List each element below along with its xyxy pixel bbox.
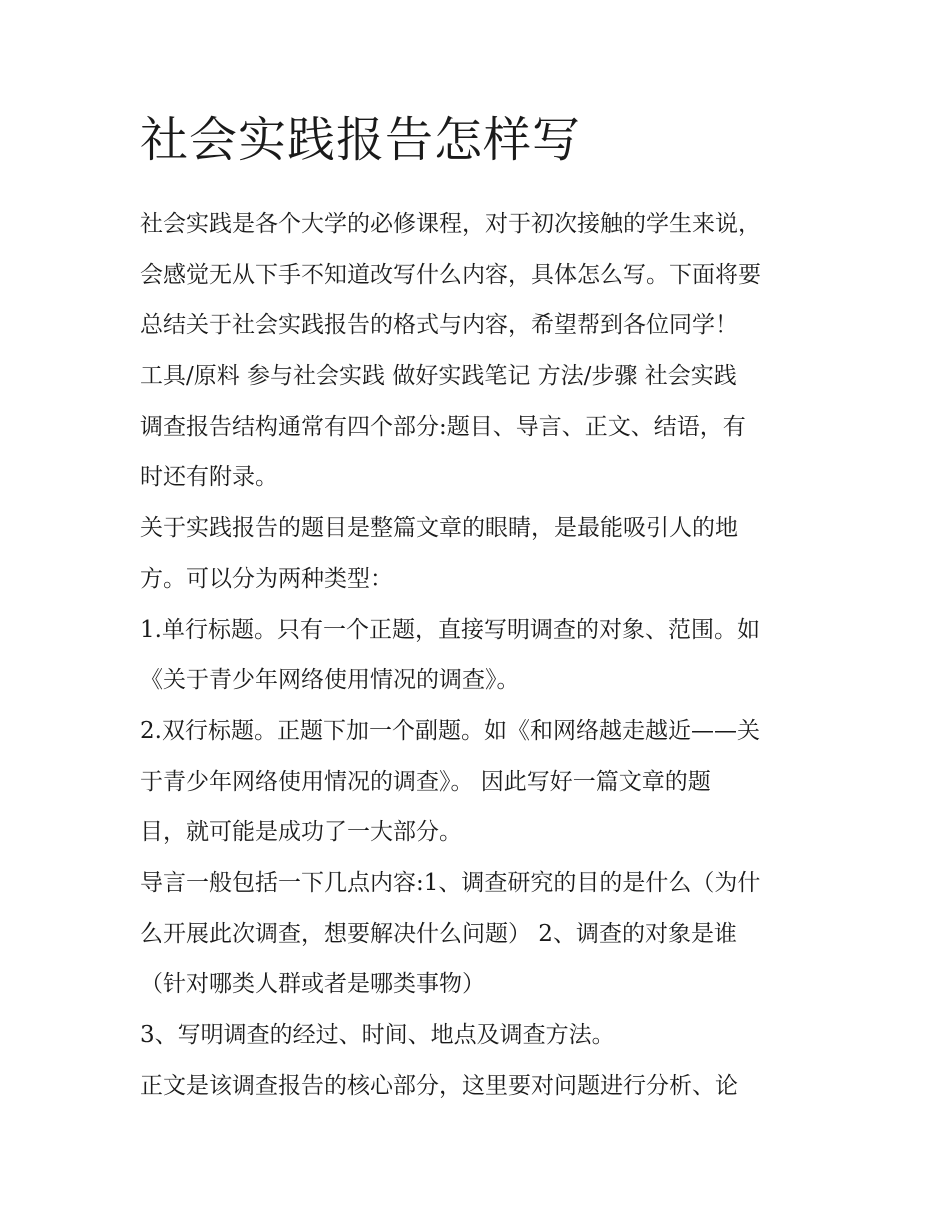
body-line: 导言一般包括一下几点内容:1、调查研究的目的是什么（为什	[140, 869, 761, 896]
body-line: 3、写明调查的经过、时间、地点及调查方法。	[140, 1022, 615, 1048]
body-line: 1.单行标题。只有一个正题，直接写明调查的对象、范围。如	[140, 616, 760, 643]
body-line: 社会实践是各个大学的必修课程，对于初次接触的学生来说，	[140, 211, 761, 237]
body-line: 正文是该调查报告的核心部分，这里要对问题进行分析、论	[140, 1072, 738, 1099]
body-line: 于青少年网络使用情况的调查》。 因此写好一篇文章的题	[140, 768, 711, 795]
body-line: 《关于青少年网络使用情况的调查》。	[140, 667, 520, 694]
body-line: 调查报告结构通常有四个部分:题目、导言、正文、结语，有	[140, 413, 746, 440]
body-line: 会感觉无从下手不知道改写什么内容，具体怎么写。下面将要	[140, 261, 761, 288]
document-title: 社会实践报告怎样写	[140, 112, 582, 168]
body-line: 么开展此次调查，想要解决什么问题） 2、调查的对象是谁	[140, 920, 737, 947]
body-line: 方。可以分为两种类型：	[140, 565, 393, 592]
body-line: （针对哪类人群或者是哪类事物）	[140, 971, 485, 998]
body-line: 时还有附录。	[140, 464, 278, 491]
body-line: 工具/原料 参与社会实践 做好实践笔记 方法/步骤 社会实践	[140, 363, 737, 390]
body-line: 总结关于社会实践报告的格式与内容，希望帮到各位同学！	[140, 312, 738, 339]
body-line: 关于实践报告的题目是整篇文章的眼睛，是最能吸引人的地	[140, 515, 738, 542]
document-body	[140, 199, 820, 1111]
body-line: 2.双行标题。正题下加一个副题。如《和网络越走越近——关	[140, 717, 760, 744]
body-line: 目，就可能是成功了一大部分。	[140, 819, 462, 846]
